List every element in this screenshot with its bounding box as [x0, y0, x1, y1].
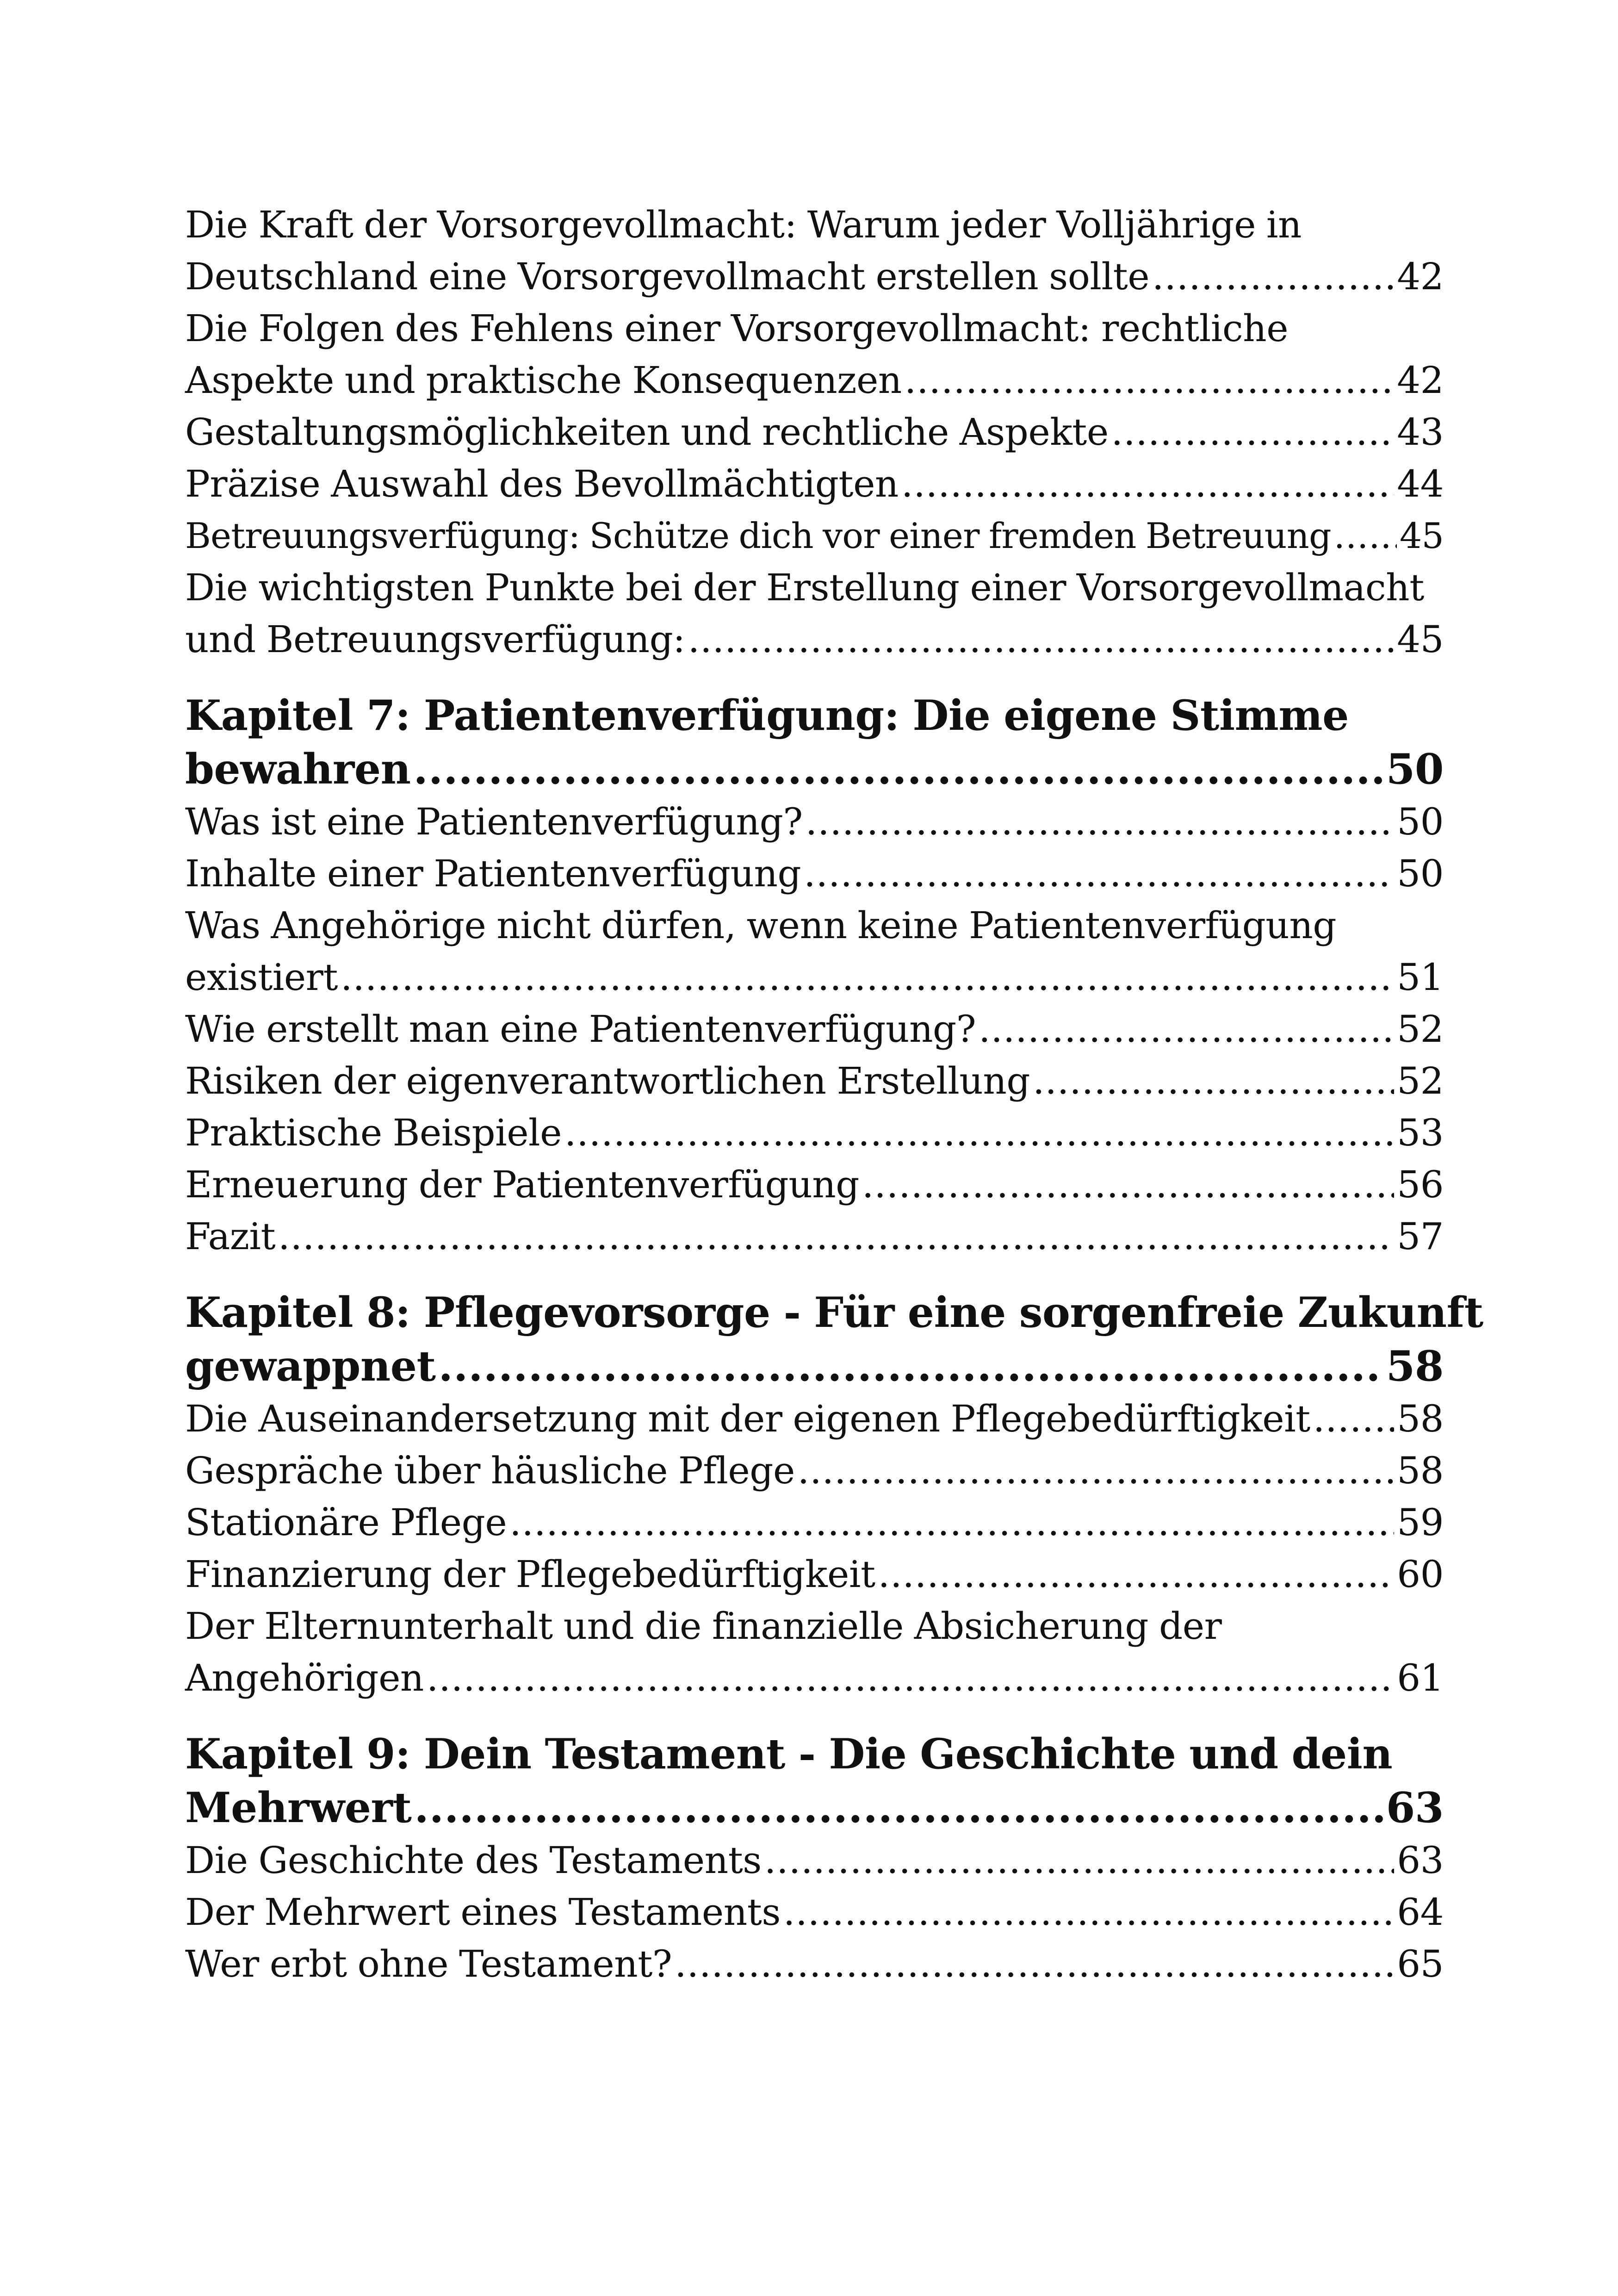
dot-leader: [564, 1107, 1394, 1159]
dot-leader: [806, 796, 1394, 848]
toc-entry[interactable]: [185, 1938, 1444, 1990]
toc-entry[interactable]: [185, 458, 1444, 510]
toc-page-number: 50: [1386, 745, 1444, 794]
toc-page-number: 42: [1397, 359, 1444, 402]
dot-leader: [341, 952, 1394, 1003]
dot-leader: [1033, 1055, 1394, 1107]
toc-entry-title-line: Wie erstellt man eine Patientenverfügung?: [185, 1008, 976, 1051]
dot-leader: [1111, 406, 1395, 458]
toc-entry[interactable]: [185, 900, 1444, 1003]
dot-leader: [509, 1497, 1394, 1549]
toc-entry-last-line: [185, 1107, 1444, 1159]
toc-entry-last-line: [185, 458, 1444, 510]
toc-entry-title-line: Inhalte einer Patientenverfügung: [185, 852, 801, 895]
toc-entry-title-line: Angehörigen: [185, 1656, 424, 1699]
toc-entry[interactable]: [185, 1055, 1444, 1107]
toc-entry-last-line: [185, 1835, 1444, 1886]
toc-entry[interactable]: [185, 1211, 1444, 1263]
dot-leader: [979, 1003, 1394, 1055]
toc-page-number: 43: [1397, 411, 1444, 454]
toc-entry[interactable]: [185, 303, 1444, 406]
toc-entry-title-line: Präzise Auswahl des Bevollmächtigten: [185, 462, 899, 505]
toc-entry[interactable]: [185, 562, 1444, 666]
dot-leader: [905, 355, 1394, 406]
toc-page-number: 64: [1397, 1891, 1444, 1934]
toc-entry[interactable]: [185, 1393, 1444, 1445]
toc-page-number: 58: [1397, 1449, 1444, 1492]
toc-entry-title-line: Was Angehörige nicht dürfen, wenn keine Patientenverfügung: [185, 904, 1337, 947]
page: [185, 199, 1483, 1990]
toc-entry-last-line: [185, 406, 1444, 458]
toc-page-number: 58: [1386, 1342, 1444, 1391]
toc-entry[interactable]: [185, 1497, 1444, 1549]
toc-entry-title-line: Wer erbt ohne Testament?: [185, 1942, 672, 1985]
toc-page-number: 58: [1397, 1397, 1444, 1440]
toc-page-number: 50: [1397, 800, 1444, 843]
dot-leader: [439, 1339, 1383, 1393]
toc-entry[interactable]: [185, 796, 1444, 848]
toc-entry-last-line: [185, 1445, 1444, 1497]
toc-page-number: 57: [1397, 1215, 1444, 1258]
toc-entry-title-line: bewahren: [185, 745, 411, 794]
dot-leader: [1313, 1393, 1394, 1445]
dot-leader: [278, 1211, 1394, 1263]
toc-entry[interactable]: [185, 1886, 1444, 1938]
toc-entry-title-line: Was ist eine Patientenverfügung?: [185, 800, 803, 843]
toc-entry-title-line: Aspekte und praktische Konsequenzen: [185, 359, 902, 402]
toc-entry-title-line: Gestaltungsmöglichkeiten und rechtliche Aspekte: [185, 411, 1109, 454]
dot-leader: [427, 1652, 1394, 1704]
toc-entry[interactable]: [185, 1549, 1444, 1600]
dot-leader: [688, 614, 1394, 666]
toc-entry-last-line: [185, 1652, 1444, 1704]
toc-entry-title-line: gewappnet: [185, 1342, 436, 1391]
dot-leader: [804, 848, 1394, 900]
toc-entry-title-line: Kapitel 8: Pflegevorsorge - Für eine sorgenfreie Zukunft: [185, 1288, 1483, 1337]
toc-page-number: 59: [1397, 1501, 1444, 1544]
dot-leader: [901, 458, 1394, 510]
toc-entry-last-line: [185, 952, 1444, 1003]
toc-entry-last-line: [185, 1211, 1444, 1263]
toc-entry-title-line: Der Elternunterhalt und die finanzielle Absicherung der: [185, 1605, 1222, 1648]
toc-page-number: 65: [1397, 1942, 1444, 1985]
dot-leader: [878, 1549, 1395, 1600]
toc-entry-title-line: Erneuerung der Patientenverfügung: [185, 1163, 859, 1206]
toc-entry-title-line: Praktische Beispiele: [185, 1111, 562, 1154]
dot-leader: [783, 1886, 1394, 1938]
dot-leader: [862, 1159, 1394, 1211]
toc-page-number: 42: [1397, 255, 1444, 298]
toc-entry-title-line: Der Mehrwert eines Testaments: [185, 1891, 781, 1934]
toc-page-number: 52: [1397, 1008, 1444, 1051]
toc-entry[interactable]: [185, 1003, 1444, 1055]
toc-entry-title-line: und Betreuungsverfügung:: [185, 618, 685, 661]
toc-entry-title-line: Kapitel 9: Dein Testament - Die Geschichte und dein: [185, 1730, 1393, 1779]
dot-leader: [414, 742, 1383, 796]
toc-entry-last-line: [185, 1339, 1444, 1393]
toc-entry-last-line: [185, 848, 1444, 900]
toc-entry-last-line: [185, 1003, 1444, 1055]
toc-page-number: 61: [1397, 1656, 1444, 1699]
dot-leader: [1152, 251, 1394, 303]
toc-entry-last-line: [185, 1938, 1444, 1990]
toc-entry-last-line: [185, 796, 1444, 848]
toc-page-number: 52: [1397, 1059, 1444, 1102]
toc-entry-title-line: Die wichtigsten Punkte bei der Erstellung einer Vorsorgevollmacht: [185, 566, 1424, 609]
dot-leader: [798, 1445, 1394, 1497]
toc-entry[interactable]: [185, 510, 1444, 562]
toc-page-number: 63: [1386, 1783, 1444, 1832]
toc-entry[interactable]: [185, 1835, 1444, 1886]
toc-entry-title-line: Risiken der eigenverantwortlichen Erstellung: [185, 1059, 1030, 1102]
toc-entry-last-line: [185, 1886, 1444, 1938]
toc-entry[interactable]: [185, 406, 1444, 458]
toc-entry-last-line: [185, 1393, 1444, 1445]
toc-page-number: 45: [1399, 515, 1444, 556]
toc-entry-last-line: [185, 614, 1444, 666]
toc-page-number: 53: [1397, 1111, 1444, 1154]
table-of-contents: [185, 199, 1483, 1990]
toc-page-number: 60: [1397, 1553, 1444, 1596]
toc-entry-title-line: Finanzierung der Pflegebedürftigkeit: [185, 1553, 875, 1596]
toc-chapter-heading[interactable]: [185, 1727, 1444, 1835]
toc-entry[interactable]: [185, 848, 1444, 900]
toc-entry[interactable]: [185, 1600, 1444, 1704]
toc-entry-last-line: [185, 742, 1444, 796]
toc-entry-title-line: Stationäre Pflege: [185, 1501, 507, 1544]
toc-entry-title-line: Mehrwert: [185, 1783, 412, 1832]
toc-entry[interactable]: [185, 1107, 1444, 1159]
toc-chapter-heading[interactable]: [185, 689, 1444, 796]
dot-leader: [675, 1938, 1394, 1990]
toc-page-number: 45: [1397, 618, 1444, 661]
toc-entry-last-line: [185, 1549, 1444, 1600]
toc-page-number: 56: [1397, 1163, 1444, 1206]
toc-entry-title-line: existiert: [185, 956, 338, 999]
toc-entry-title-line: Deutschland eine Vorsorgevollmacht erstellen sollte: [185, 255, 1150, 298]
toc-chapter-heading[interactable]: [185, 1286, 1483, 1393]
toc-entry-title-line: Fazit: [185, 1215, 276, 1258]
toc-entry-title-line: Kapitel 7: Patientenverfügung: Die eigene Stimme: [185, 691, 1349, 740]
dot-leader: [414, 1781, 1383, 1835]
toc-entry-title-line: Die Auseinandersetzung mit der eigenen Pflegebedürftigkeit: [185, 1397, 1310, 1440]
toc-entry-last-line: [185, 355, 1444, 406]
toc-entry-last-line: [185, 510, 1444, 562]
toc-page-number: 63: [1397, 1839, 1444, 1882]
dot-leader: [1334, 510, 1397, 562]
toc-page-number: 44: [1397, 462, 1444, 505]
toc-page-number: 51: [1397, 956, 1444, 999]
toc-entry-last-line: [185, 1781, 1444, 1835]
toc-entry-title-line: Gespräche über häusliche Pflege: [185, 1449, 795, 1492]
toc-entry-title-line: Betreuungsverfügung: Schütze dich vor einer fremden Betreuung: [185, 515, 1331, 556]
toc-entry-last-line: [185, 1159, 1444, 1211]
toc-entry-title-line: Die Geschichte des Testaments: [185, 1839, 762, 1882]
toc-entry-last-line: [185, 251, 1444, 303]
toc-entry[interactable]: [185, 199, 1444, 303]
toc-entry-title-line: Die Folgen des Fehlens einer Vorsorgevollmacht: rechtliche: [185, 307, 1289, 350]
toc-entry[interactable]: [185, 1159, 1444, 1211]
dot-leader: [764, 1835, 1394, 1886]
toc-page-number: 50: [1397, 852, 1444, 895]
toc-entry-last-line: [185, 1497, 1444, 1549]
toc-entry[interactable]: [185, 1445, 1444, 1497]
toc-entry-title-line: Die Kraft der Vorsorgevollmacht: Warum jeder Volljährige in: [185, 203, 1302, 246]
toc-entry-last-line: [185, 1055, 1444, 1107]
